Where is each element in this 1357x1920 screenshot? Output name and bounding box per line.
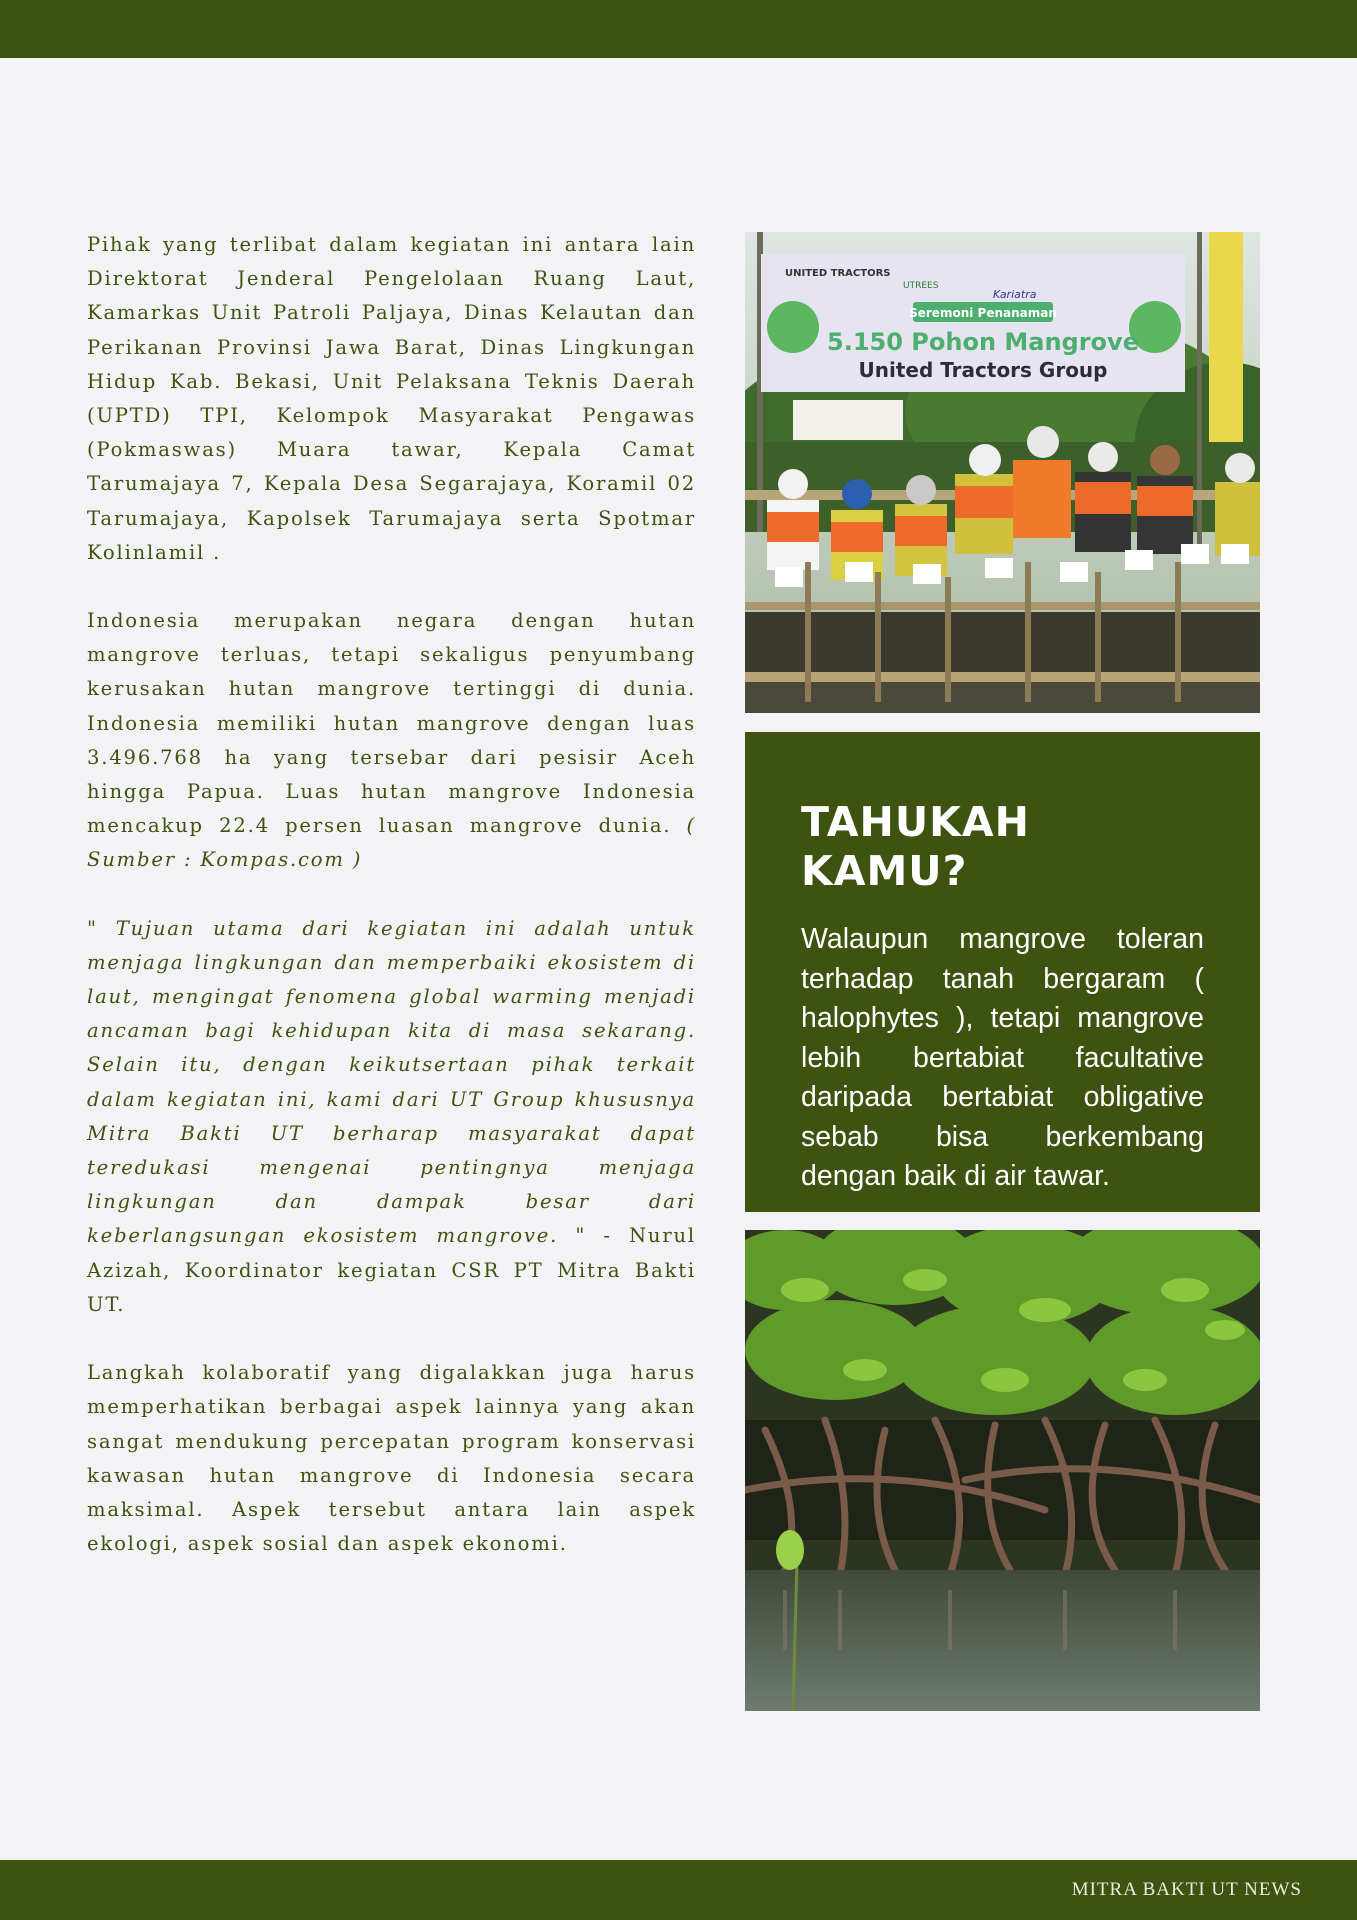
banner-subtitle: Seremoni Penanaman	[909, 306, 1057, 320]
callout-body: Walaupun mangrove toleran terhadap tanah bergaram ( halophytes ), tetapi mangrove lebih bertabiat facultative daripada bertabiat obligative sebab bisa berkembang dengan baik di air tawar.	[801, 923, 1204, 1193]
paragraph-collaboration: Langkah kolaboratif yang digalakkan juga harus memperhatikan berbagai aspek lainnya yang akan sangat mendukung percepatan program konservasi kawasan hutan mangrove di Indonesia secara maksimal. Aspek tersebut antara lain aspek ekologi, aspek sosial dan aspek ekonomi.	[87, 1361, 696, 1556]
paragraph-participants: Pihak yang terlibat dalam kegiatan ini antara lain Direktorat Jenderal Pengelolaan Ruang Laut, Kamarkas Unit Patroli Paljaya, Dinas Kelautan dan Perikanan Provinsi Jawa Barat, Dinas Lingkungan Hidup Kab. Bekasi, Unit Pelaksana Teknis Daerah (UPTD) TPI, Kelompok Masyarakat Pengawas (Pokmaswas) Muara tawar, Kepala Camat Tarumajaya 7, Kepala Desa Segarajaya, Koramil 02 Tarumajaya, Kapolsek Tarumajaya serta Spotmar Kolinlamil .	[87, 233, 696, 564]
footer-publication-name: MITRA BAKTI UT NEWS	[1071, 1879, 1302, 1900]
header-bar	[0, 0, 1357, 58]
article-body	[87, 228, 696, 1595]
banner-headline: 5.150 Pohon Mangrove	[827, 328, 1139, 356]
banner-logo-kariatra: Kariatra	[993, 288, 1037, 301]
paragraph-indonesia-mangrove	[87, 604, 696, 878]
banner-logo-ut: UNITED TRACTORS	[785, 268, 891, 279]
banner-logo-utrees: UTREES	[903, 281, 939, 291]
banner-org: United Tractors Group	[858, 358, 1108, 382]
paragraph-quote	[87, 912, 696, 1322]
quote-open-mark: "	[87, 916, 98, 940]
planting-ceremony-photo	[745, 232, 1260, 713]
source-citation: ( Sumber : Kompas.com )	[87, 814, 696, 872]
mangrove-roots-photo	[745, 1230, 1260, 1711]
footer-bar	[0, 1860, 1357, 1920]
callout-title: TAHUKAH KAMU?	[801, 798, 1030, 896]
quote-text: Tujuan utama dari kegiatan ini adalah untuk menjaga lingkungan dan memperbaiki ekosistem di laut, mengingat fenomena global warming menjadi ancaman bagi kehidupan kita di masa sekarang. Selain itu, dengan keikutsertaan pihak terkait dalam kegiatan ini, kami dari UT Group khususnya Mitra Bakti UT berharap masyarakat dapat teredukasi mengenai pentingnya menjaga lingkungan dan dampak besar dari keberlangsungan ekosistem mangrove.	[87, 916, 696, 1248]
did-you-know-box	[745, 732, 1260, 1212]
paragraph-indonesia-text: Indonesia merupakan negara dengan hutan mangrove terluas, tetapi sekaligus penyumbang kerusakan hutan mangrove tertinggi di dunia. Indonesia memiliki hutan mangrove dengan luas 3.496.768 ha yang tersebar dari pesisir Aceh hingga Papua. Luas hutan mangrove Indonesia mencakup 22.4 persen luasan mangrove dunia.	[87, 609, 696, 838]
quote-attribution: " - Nurul Azizah, Koordinator kegiatan CSR PT Mitra Bakti UT.	[87, 1224, 696, 1316]
